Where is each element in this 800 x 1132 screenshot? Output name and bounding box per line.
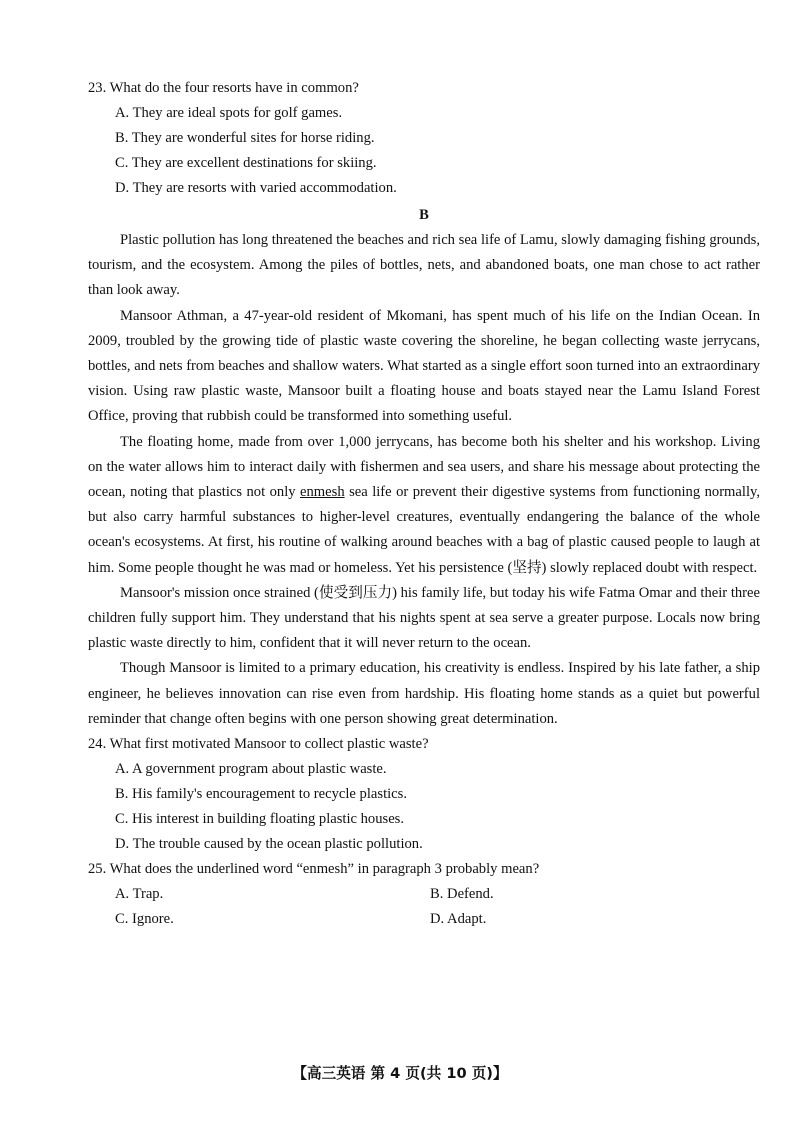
question-23-stem: 23. What do the four resorts have in common? — [88, 80, 359, 96]
question-25-option-c: C. Ignore. — [115, 911, 174, 928]
question-25-options-row-1 — [88, 882, 760, 907]
question-24-option-c: C. His interest in building floating plastic houses. — [115, 811, 405, 828]
question-24-option-d: D. The trouble caused by the ocean plastic pollution. — [115, 836, 423, 853]
question-24-option-b: B. His family's encouragement to recycle plastics. — [115, 786, 407, 803]
question-25-option-a: A. Trap. — [115, 886, 164, 903]
section-b-label: B — [419, 207, 429, 223]
question-24-option-a: A. A government program about plastic waste. — [115, 761, 387, 778]
question-25-option-b: B. Defend. — [430, 886, 494, 903]
underlined-word-enmesh: enmesh — [300, 484, 345, 501]
question-24-stem: 24. What first motivated Mansoor to collect plastic waste? — [88, 736, 429, 753]
paragraph-3-text-before: The floating home, made from over 1,000 jerrycans, has become both his shelter and his workshop. Living on the water allows him to interact daily with fishermen and sea users, and share his message about protecting the ocean, noting that plastics not only — [88, 433, 760, 501]
question-23-option-d: D. They are resorts with varied accommodation. — [115, 180, 397, 196]
paragraph-3-text-after: sea life or prevent their digestive systems from functioning normally, but also carry harmful substances to higher-level creatures, eventually endangering the balance of the whole ocean's ecosystems. At first, his routine of walking around beaches with a bag of plastic caused people to laugh at him. Some people thought he was mad or homeless. Yet his persistence (坚持) slowly replaced doubt with respect. — [88, 484, 760, 576]
question-24 — [88, 732, 760, 857]
passage-paragraph-4: Mansoor's mission once strained (使受到压力) his family life, but today his wife Fatma Omar and their three children fully support him. They understand that his nights spent at sea serve a greater purpose. Locals now bring plastic waste directly to him, confident that it will never return to the ocean. — [88, 584, 760, 652]
passage-paragraph-1: Plastic pollution has long threatened the beaches and rich sea life of Lamu, slowly damaging fishing grounds, tourism, and the ecosystem. Among the piles of bottles, nets, and abandoned boats, one man chose to act rather than look away. — [88, 232, 760, 299]
page-footer: 【高三英语 第 4 页(共 10 页)】 — [292, 1065, 508, 1082]
question-25-stem: 25. What does the underlined word “enmesh” in paragraph 3 probably mean? — [88, 861, 540, 878]
passage-paragraph-5: Though Mansoor is limited to a primary education, his creativity is endless. Inspired by his late father, a ship engineer, he believes innovation can rise even from hardship. His floating home stands as a quiet but powerful reminder that change often begins with one person showing great determination. — [88, 660, 760, 727]
question-25 — [88, 857, 760, 932]
question-23-option-b: B. They are wonderful sites for horse riding. — [115, 130, 375, 146]
question-25-options-row-2 — [88, 907, 760, 932]
passage-paragraph-3 — [88, 430, 760, 581]
question-23-option-c: C. They are excellent destinations for skiing. — [115, 155, 377, 171]
question-23 — [88, 76, 760, 201]
passage-b — [88, 228, 760, 732]
passage-paragraph-2: Mansoor Athman, a 47-year-old resident of Mkomani, has spent much of his life on the Indian Ocean. In 2009, troubled by the growing tide of plastic waste covering the shoreline, he began collecting waste jerrycans, bottles, and nets from beaches and shallow waters. What started as a single effort soon turned into an extraordinary vision. Using raw plastic waste, Mansoor built a floating house and boats stayed near the Lamu Island Forest Office, proving that rubbish could be transformed into something useful. — [88, 307, 760, 425]
question-25-option-d: D. Adapt. — [430, 911, 487, 928]
question-23-option-a: A. They are ideal spots for golf games. — [115, 105, 343, 121]
